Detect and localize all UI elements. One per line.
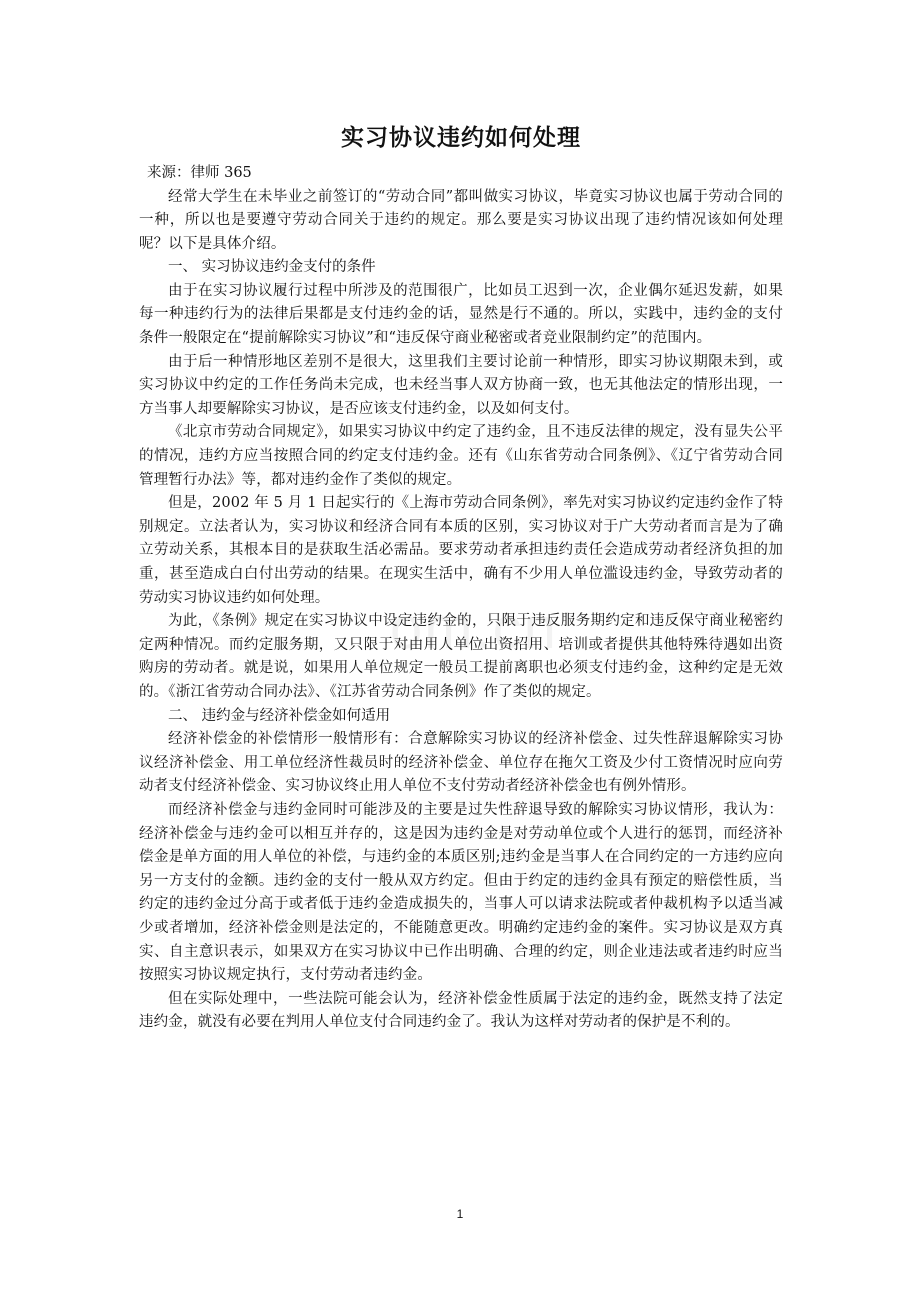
document-content [139,118,783,1035]
paragraph: 经济补偿金的补偿情形一般情形有：合意解除实习协议的经济补偿金、过失性辞退解除实习协议经济补偿金、用工单位经济性裁员时的经济补偿金、单位存在拖欠工资及少付工资情况时应向劳动者支付经济补偿金、实习协议终止用人单位不支付劳动者经济补偿金也有例外情形。 [139,731,783,795]
paragraph: 而经济补偿金与违约金同时可能涉及的主要是过失性辞退导致的解除实习协议情形，我认为：经济补偿金与违约金可以相互并存的，这是因为违约金是对劳动单位或个人进行的惩罚，而经济补偿金是单方面的用人单位的补偿，与违约金的本质区别;违约金是当事人在合同约定的一方违约应向另一方支付的金额。违约金的支付一般从双方约定。但由于约定的违约金具有预定的赔偿性质，当约定的违约金过分高于或者低于违约金造成损失的，当事人可以请求法院或者仲裁机构予以适当减少或者增加，经济补偿金则是法定的，不能随意更改。明确约定违约金的案件。实习协议是双方真实、自主意识表示，如果双方在实习协议中已作出明确、合理的约定，则企业违法或者违约时应当按照实习协议规定执行，支付劳动者违约金。 [139,801,783,984]
page-number: 1 [456,1207,464,1221]
paragraph: 经常大学生在未毕业之前签订的“劳动合同”都叫做实习协议，毕竟实习协议也属于劳动合同的一种，所以也是要遵守劳动合同关于违约的规定。那么要是实习协议出现了违约情况该如何处理呢？以下是具体介绍。 [139,188,783,252]
paragraph: 为此，《条例》规定在实习协议中设定违约金的，只限于违反服务期约定和违反保守商业秘密约定两种情况。而约定服务期，又只限于对由用人单位出资招用、培训或者提供其他特殊待遇如出资购房的劳动者。就是说，如果用人单位规定一般员工提前离职也必须支付违约金，这种约定是无效的。《浙江省劳动合同办法》、《江苏省劳动合同条例》作了类似的规定。 [139,613,783,700]
section-heading: 二、 违约金与经济补偿金如何适用 [168,707,391,724]
page-title: 实习协议违约如何处理 [341,124,581,151]
paragraph: 《北京市劳动合同规定》，如果实习协议中约定了违约金，且不违反法律的规定，没有显失公平的情况，违约方应当按照合同的约定支付违约金。还有《山东省劳动合同条例》、《辽宁省劳动合同管理暂行办法》等，都对违约金作了类似的规定。 [139,424,783,488]
paragraph: 但在实际处理中，一些法院可能会认为，经济补偿金性质属于法定的违约金，既然支持了法定违约金，就没有必要在判用人单位支付合同违约金了。我认为这样对劳动者的保护是不利的。 [139,990,783,1031]
section-heading: 一、 实习协议违约金支付的条件 [168,259,376,276]
paragraph: 由于在实习协议履行过程中所涉及的范围很广，比如员工迟到一次，企业偶尔延迟发薪，如果每一种违约行为的法律后果都是支付违约金的话，显然是行不通的。所以，实践中，违约金的支付条件一般限定在“提前解除实习协议”和“违反保守商业秘密或者竞业限制约定”的范围内。 [139,282,783,347]
source-line: 来源：律师 365 [147,165,252,181]
watermark: om.cn [390,596,558,661]
paragraph: 由于后一种情形地区差别不是很大，这里我们主要讨论前一种情形，即实习协议期限未到，或实习协议中约定的工作任务尚未完成，也未经当事人双方协商一致，也无其他法定的情形出现，一方当事人却要解除实习协议，是否应该支付违约金，以及如何支付。 [139,353,783,417]
paragraph: 但是，2002 年 5 月 1 日起实行的《上海市劳动合同条例》，率先对实习协议约定违约金作了特别规定。立法者认为，实习协议和经济合同有本质的区别，实习协议对于广大劳动者而言是为了确立劳动关系，其根本目的是获取生活必需品。要求劳动者承担违约责任会造成劳动者经济负担的加重，甚至造成白白付出劳动的结果。在现实生活中，确有不少用人单位滥设违约金，导致劳动者的劳动实习协议违约如何处理。 [139,495,783,606]
